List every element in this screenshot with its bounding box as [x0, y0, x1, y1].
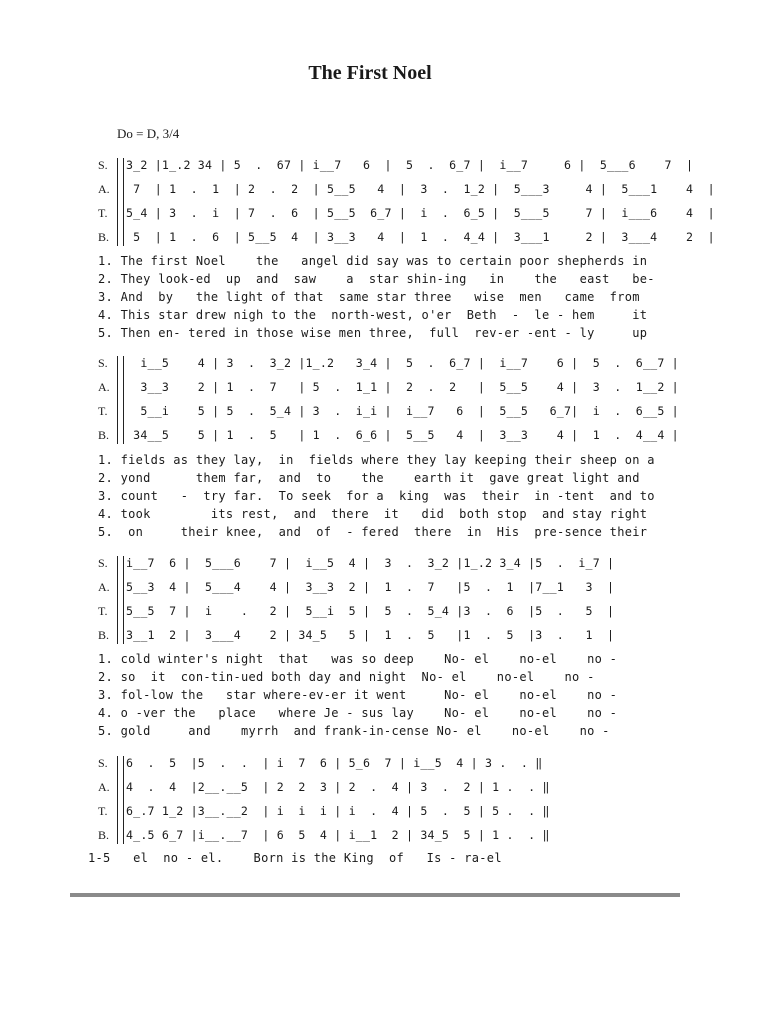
lyric-line-4: 4. took its rest, and there it did both stop and stay right: [98, 507, 648, 521]
voice-label-tenor: T.: [98, 804, 108, 818]
alto-notes: 7 | 1 . 1 | 2 . 2 | 5__5 4 | 3 . 1_2 | 5___3 4 | 5___1 4 |: [126, 182, 715, 196]
lyric-line-1: 1. cold winter's night that was so deep No- el no-el no -: [98, 652, 618, 666]
lyric-line-2: 2. so it con-tin-ued both day and night No- el no-el no -: [98, 670, 595, 684]
voice-label-bass: B.: [98, 230, 110, 244]
voice-label-soprano: S.: [98, 356, 108, 370]
key-signature: Do = D, 3/4: [117, 126, 180, 141]
soprano-notes: i__7 6 | 5___6 7 | i__5 4 | 3 . 3_2 |1_.2 3_4 |5 . i_7 |: [126, 556, 615, 570]
voice-label-bass: B.: [98, 428, 110, 442]
voice-label-alto: A.: [98, 580, 110, 594]
lyric-line-2: 2. yond them far, and to the earth it gave great light and: [98, 471, 640, 485]
lyric-line-final: 1-5 el no - el. Born is the King of Is - ra-el: [88, 851, 502, 865]
lyric-line-3: 3. count - try far. To seek for a king was their in -tent and to: [98, 489, 655, 503]
voice-label-soprano: S.: [98, 556, 108, 570]
lyric-line-4: 4. o -ver the place where Je - sus lay No- el no-el no -: [98, 706, 618, 720]
lyric-line-3: 3. fol-low the star where-ev-er it went No- el no-el no -: [98, 688, 618, 702]
tenor-notes: 6_.7 1_2 |3__.__2 | i i i | i . 4 | 5 . 5 | 5 . . ‖: [126, 804, 550, 818]
voice-label-bass: B.: [98, 828, 110, 842]
voice-label-soprano: S.: [98, 158, 108, 172]
lyric-line-1: 1. The first Noel the angel did say was to certain poor shepherds in: [98, 254, 648, 268]
tenor-notes: 5_4 | 3 . i | 7 . 6 | 5__5 6_7 | i . 6_5 | 5___5 7 | i___6 4 |: [126, 206, 715, 220]
footer-divider: [70, 893, 680, 897]
lyric-line-2: 2. They look-ed up and saw a star shin-ing in the east be-: [98, 272, 655, 286]
voice-label-tenor: T.: [98, 404, 108, 418]
lyric-line-3: 3. And by the light of that same star three wise men came from: [98, 290, 640, 304]
soprano-notes: 3_2 |1_.2 34 | 5 . 67 | i__7 6 | 5 . 6_7 | i__7 6 | 5___6 7 |: [126, 158, 694, 172]
bass-notes: 34__5 5 | 1 . 5 | 1 . 6_6 | 5__5 4 | 3__3 4 | 1 . 4__4 |: [126, 428, 679, 442]
voice-label-soprano: S.: [98, 756, 108, 770]
voice-label-tenor: T.: [98, 604, 108, 618]
bass-notes: 5 | 1 . 6 | 5__5 4 | 3__3 4 | 1 . 4_4 | 3___1 2 | 3___4 2 |: [126, 230, 715, 244]
lyric-line-1: 1. fields as they lay, in fields where they lay keeping their sheep on a: [98, 453, 655, 467]
voice-label-tenor: T.: [98, 206, 108, 220]
music-system-3: [98, 554, 668, 744]
music-system-4: [88, 754, 668, 874]
tenor-notes: 5__5 7 | i . 2 | 5__i 5 | 5 . 5_4 |3 . 6 |5 . 5 |: [126, 604, 615, 618]
lyric-line-5: 5. Then en- tered in those wise men three, full rev-er -ent - ly up: [98, 326, 648, 340]
lyric-line-4: 4. This star drew nigh to the north-west, o'er Beth - le - hem it: [98, 308, 648, 322]
soprano-notes: i__5 4 | 3 . 3_2 |1_.2 3_4 | 5 . 6_7 | i__7 6 | 5 . 6__7 |: [126, 356, 679, 370]
bass-notes: 3__1 2 | 3___4 2 | 34_5 5 | 1 . 5 |1 . 5 |3 . 1 |: [126, 628, 615, 642]
voice-label-alto: A.: [98, 380, 110, 394]
lyric-line-5: 5. gold and myrrh and frank-in-cense No- el no-el no -: [98, 724, 610, 738]
page-title: The First Noel: [308, 62, 432, 84]
voice-label-alto: A.: [98, 182, 110, 196]
alto-notes: 5__3 4 | 5___4 4 | 3__3 2 | 1 . 7 |5 . 1 |7__1 3 |: [126, 580, 615, 594]
voice-label-alto: A.: [98, 780, 110, 794]
voice-label-bass: B.: [98, 628, 110, 642]
lyric-line-5: 5. on their knee, and of - fered there in His pre-sence their: [98, 525, 648, 539]
music-system-1: [98, 156, 715, 346]
alto-notes: 3__3 2 | 1 . 7 | 5 . 1_1 | 2 . 2 | 5__5 4 | 3 . 1__2 |: [126, 380, 679, 394]
music-system-2: [98, 354, 679, 544]
tenor-notes: 5__i 5 | 5 . 5_4 | 3 . i_i | i__7 6 | 5__5 6_7| i . 6__5 |: [126, 404, 679, 418]
alto-notes: 4 . 4 |2__.__5 | 2 2 3 | 2 . 4 | 3 . 2 | 1 . . ‖: [126, 780, 550, 794]
bass-notes: 4_.5 6_7 |i__.__7 | 6 5 4 | i__1 2 | 34_5 5 | 1 . . ‖: [126, 828, 550, 842]
soprano-notes: 6 . 5 |5 . . | i 7 6 | 5_6 7 | i__5 4 | 3 . . ‖: [126, 756, 543, 770]
